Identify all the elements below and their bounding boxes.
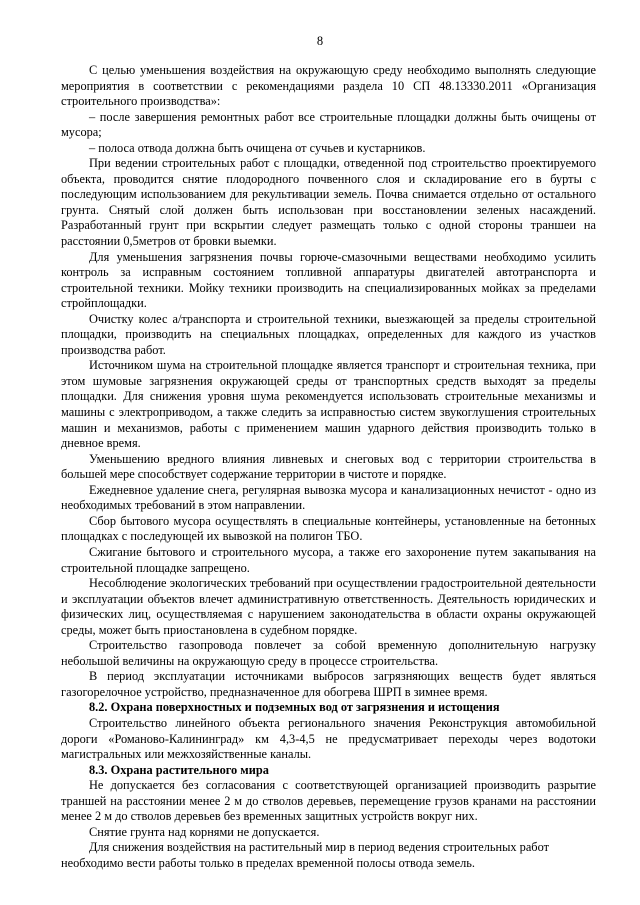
paragraph-liability: Несоблюдение экологических требований при осуществлении градостроительной деятельности и эксплуатации объектов влечет административную ответственность. Деятельность юридических и физических лиц, осуществляемая с нарушением законодательства в области охраны окружающей среды, может быть приостановлена в судебном порядке. bbox=[61, 576, 596, 637]
paragraph-trench-restrictions: Не допускается без согласования с соответствующей организацией производить разрытие траншей на расстоянии менее 2 м до стволов деревьев, перемещение грузов кранами на расстоянии менее 2 м до стволов деревьев без временных защитных устройств вокруг них. bbox=[61, 778, 596, 824]
paragraph-snow-removal: Ежедневное удаление снега, регулярная вывозка мусора и канализационных нечистот - одно из необходимых требований в этом направлении. bbox=[61, 482, 596, 513]
paragraph-root-protection: Снятие грунта над корнями не допускается. bbox=[89, 824, 320, 839]
document-body bbox=[61, 63, 596, 871]
paragraph-stormwater: Уменьшению вредного влияния ливневых и снеговых вод с территории строительства в большей мере способствует содержание территории в чистоте и порядке. bbox=[61, 451, 596, 482]
paragraph-topsoil: При ведении строительных работ с площадки, отведенной под строительство проектируемого объекта, проводится снятие плодородного почвенного слоя и складирование его в бурты с последующим использованием для рекультивации земель. Почва снимается отдельно от остального грунта. Снятый слой должен быть использован при восстановлении зеленых насаждений. Разработанный грунт при вскрытии следует размещать только с одной стороны траншеи на расстоянии 0,5метров от бровки выемки. bbox=[61, 156, 596, 249]
list-item-cleanup: – после завершения ремонтных работ все строительные площадки должны быть очищены от мусора; bbox=[61, 109, 596, 140]
paragraph-road-reconstruction: Строительство линейного объекта регионального значения Реконструкция автомобильной дороги «Романово-Калининград» км 4,3-4,5 не предусматривает переходы через водотоки магистральных или межхозяйственные каналы. bbox=[61, 715, 596, 762]
paragraph-burning-ban: Сжигание бытового и строительного мусора, а также его захоронение путем закапывания на строительной площадке запрещено. bbox=[61, 544, 596, 575]
paragraph-noise: Источником шума на строительной площадке является транспорт и строительная техника, при этом шумовые загрязнения окружающей среды от транспортных средств выходят за пределы площадки. Для снижения уровня шума рекомендуется использовать строительные механизмы и машины с электроприводом, а также следить за исправностью систем звукоглушения строительных машин и механизмов, работы с применением машин ударного действия производить только в дневное время. bbox=[61, 358, 596, 451]
paragraph-wheel-cleaning: Очистку колес а/транспорта и строительной техники, выезжающей за пределы строительной площадки, производить на специальных площадках, определенных для каждого из участков производства работ. bbox=[61, 311, 596, 357]
list-item-right-of-way: – полоса отвода должна быть очищена от сучьев и кустарников. bbox=[89, 140, 426, 155]
section-heading-water: 8.2. Охрана поверхностных и подземных вод от загрязнения и истощения bbox=[89, 700, 500, 715]
paragraph-work-limits: Для снижения воздействия на растительный мир в период ведения строительных работ необходимо вести работы только в пределах временной полосы отвода земель. bbox=[61, 840, 549, 870]
section-heading-vegetation: 8.3. Охрана растительного мира bbox=[89, 762, 269, 777]
paragraph-gas-pipeline: Строительство газопровода повлечет за собой временную дополнительную нагрузку небольшой величины на окружающую среду в процессе строительства. bbox=[61, 638, 596, 668]
paragraph-intro: С целью уменьшения воздействия на окружающую среду необходимо выполнять следующие мероприятия в соответствии с рекомендациями раздела 10 СП 48.13330.2011 «Организация строительного производства»: bbox=[61, 63, 596, 109]
paragraph-emissions: В период эксплуатации источниками выбросов загрязняющих веществ будет являться газогорелочное устройство, предназначенное для обогрева ШРП в зимнее время. bbox=[61, 669, 596, 699]
paragraph-fuel-control: Для уменьшения загрязнения почвы горюче-смазочными веществами необходимо усилить контроль за исправным состоянием топливной аппаратуры двигателей автотранспорта и строительной техники. Мойку техники производить на специализированных мойках за пределами стройплощадки. bbox=[61, 249, 596, 311]
page-number: 8 bbox=[316, 34, 324, 48]
paragraph-waste-collection: Сбор бытового мусора осуществлять в специальные контейнеры, установленные на бетонных площадках с последующей их вывозкой на полигон ТБО. bbox=[61, 513, 596, 544]
